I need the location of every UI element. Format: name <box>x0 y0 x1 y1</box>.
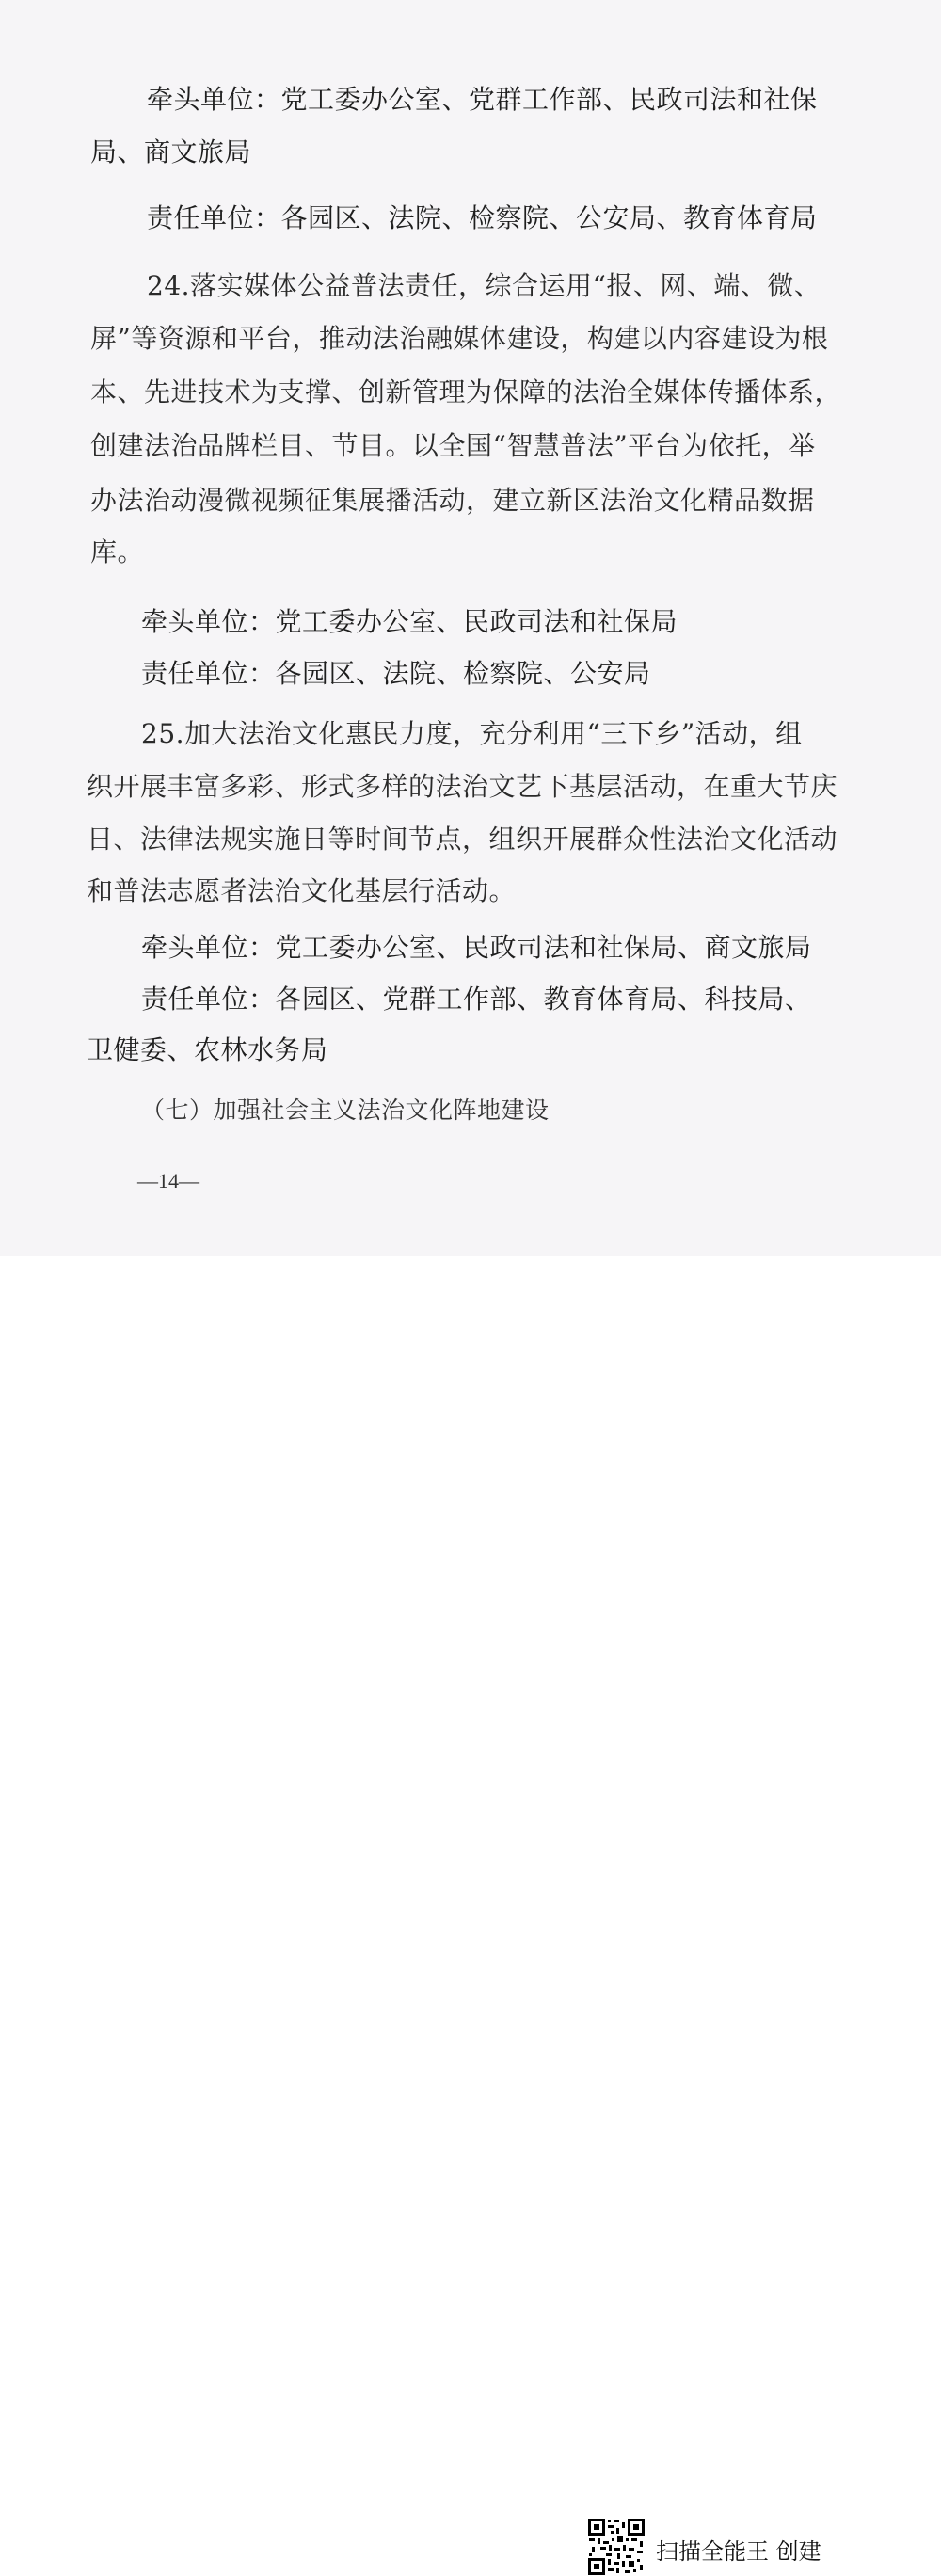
scanner-footer <box>0 1256 941 2565</box>
item-24-line-6: 库。 <box>90 536 145 568</box>
scanner-brand-text: 扫描全能王 创建 <box>656 2538 821 2565</box>
lead-unit-line: 牵头单位：党工委办公室、民政司法和社保局 <box>141 606 678 637</box>
responsible-unit-line: 责任单位：各园区、法院、检察院、公安局、教育体育局 <box>147 202 818 233</box>
section-heading: （七）加强社会主义法治文化阵地建设 <box>141 1096 550 1124</box>
qr-code-icon <box>587 2518 646 2576</box>
item-25-line-4: 和普法志愿者法治文化基层行活动。 <box>87 875 517 906</box>
item-24-line-4: 创建法治品牌栏目、节目。以全国“智慧普法”平台为依托，举 <box>90 430 816 461</box>
lead-unit-line-cont: 局、商文旅局 <box>90 136 252 168</box>
responsible-unit-line: 责任单位：各园区、党群工作部、教育体育局、科技局、 <box>141 984 812 1015</box>
item-24-line-1: 24.落实媒体公益普法责任，综合运用“报、网、端、微、 <box>147 270 821 301</box>
item-25-line-1: 25.加大法治文化惠民力度，充分利用“三下乡”活动，组 <box>141 718 803 749</box>
responsible-unit-line: 责任单位：各园区、法院、检察院、公安局 <box>141 658 651 689</box>
item-24-line-5: 办法治动漫微视频征集展播活动，建立新区法治文化精品数据 <box>90 485 815 516</box>
item-25-line-3: 日、法律法规实施日等时间节点，组织开展群众性法治文化活动 <box>87 824 838 855</box>
responsible-unit-line-cont: 卫健委、农林水务局 <box>87 1034 328 1065</box>
lead-unit-line: 牵头单位：党工委办公室、民政司法和社保局、商文旅局 <box>141 932 812 963</box>
item-24-line-2: 屏”等资源和平台，推动法治融媒体建设，构建以内容建设为根 <box>90 323 829 354</box>
item-24-line-3: 本、先进技术为支撑、创新管理为保障的法治全媒体传播体系， <box>90 376 842 408</box>
page-number: —14— <box>137 1169 199 1192</box>
lead-unit-line: 牵头单位：党工委办公室、党群工作部、民政司法和社保 <box>147 84 818 115</box>
item-25-line-2: 织开展丰富多彩、形式多样的法治文艺下基层活动，在重大节庆 <box>87 771 838 802</box>
scanned-page <box>0 0 941 1256</box>
